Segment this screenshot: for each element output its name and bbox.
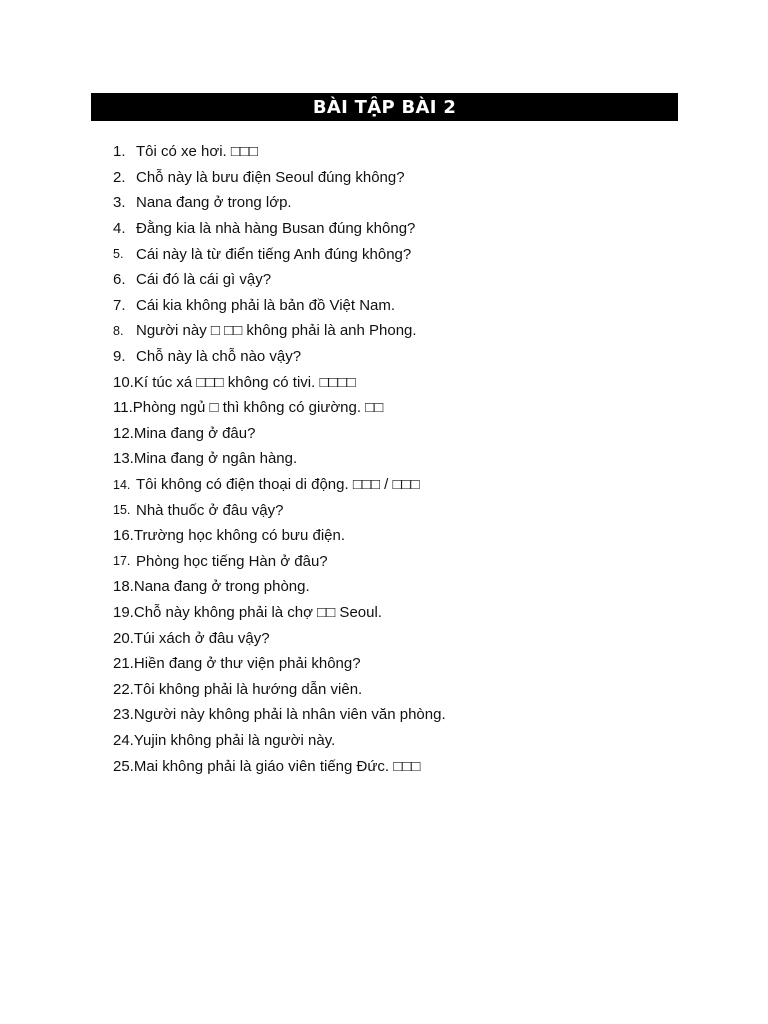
item-text: Cái này là từ điển tiếng Anh đúng không? <box>136 245 412 263</box>
item-number: 10. <box>113 373 134 391</box>
list-item <box>113 190 673 216</box>
list-item <box>113 165 673 191</box>
item-text: Chỗ này là chỗ nào vậy? <box>136 348 302 366</box>
list-item <box>113 369 673 395</box>
list-item <box>113 497 673 523</box>
item-text: Túi xách ở đâu vậy? <box>133 629 270 647</box>
item-number: 25. <box>113 757 134 775</box>
list-item <box>113 676 673 702</box>
item-text: Mina đang ở ngân hàng. <box>133 450 298 468</box>
item-number: 13. <box>113 450 134 468</box>
item-text: Hiền đang ở thư viện phải không? <box>133 655 361 673</box>
item-text: Chỗ này không phải là chợ □□ Seoul. <box>133 603 382 621</box>
list-item <box>113 216 673 242</box>
item-number: 18. <box>113 578 134 596</box>
item-text: Mai không phải là giáo viên tiếng Đức. □□□ <box>133 757 421 775</box>
item-text: Mina đang ở đâu? <box>133 424 256 442</box>
list-item <box>113 318 673 344</box>
item-text: Chỗ này là bưu điện Seoul đúng không? <box>136 168 405 186</box>
item-number: 21. <box>113 655 134 673</box>
list-item <box>113 267 673 293</box>
item-number: 14. <box>113 477 131 492</box>
list-item <box>113 472 673 498</box>
list-item <box>113 523 673 549</box>
list-item <box>113 241 673 267</box>
list-item <box>113 651 673 677</box>
item-number: 6. <box>113 271 126 289</box>
item-number: 1. <box>113 143 126 161</box>
item-number: 2. <box>113 168 126 186</box>
item-number: 16. <box>113 527 134 545</box>
list-item <box>113 293 673 319</box>
item-text: Tôi không có điện thoại di động. □□□ / □□□ <box>136 476 420 494</box>
item-text: Phòng ngủ □ thì không có giường. □□ <box>132 399 384 417</box>
item-number: 5. <box>113 247 124 262</box>
item-number: 7. <box>113 296 126 314</box>
item-text: Cái kia không phải là bản đồ Việt Nam. <box>136 296 396 314</box>
list-item <box>113 625 673 651</box>
item-text: Đằng kia là nhà hàng Busan đúng không? <box>136 220 416 238</box>
exercise-list <box>113 139 673 779</box>
item-number: 8. <box>113 323 124 338</box>
item-text: Yujin không phải là người này. <box>133 731 336 749</box>
item-number: 15. <box>113 503 131 518</box>
item-text: Tôi không phải là hướng dẫn viên. <box>133 680 363 698</box>
item-number: 9. <box>113 348 126 366</box>
list-item <box>113 395 673 421</box>
list-item <box>113 702 673 728</box>
item-text: Trường học không có bưu điện. <box>133 527 346 545</box>
item-number: 22. <box>113 680 134 698</box>
item-text: Nhà thuốc ở đâu vậy? <box>136 501 284 519</box>
list-item <box>113 446 673 472</box>
list-item <box>113 421 673 447</box>
item-text: Người này không phải là nhân viên văn phòng. <box>133 706 446 724</box>
item-number: 24. <box>113 731 134 749</box>
item-text: Người này □ □□ không phải là anh Phong. <box>136 322 417 340</box>
item-text: Nana đang ở trong lớp. <box>136 194 292 212</box>
item-text: Kí túc xá □□□ không có tivi. □□□□ <box>133 373 356 391</box>
item-number: 17. <box>113 554 131 569</box>
item-number: 12. <box>113 424 134 442</box>
item-number: 3. <box>113 194 126 212</box>
item-text: Phòng học tiếng Hàn ở đâu? <box>136 552 328 570</box>
page-title-text: BÀI TẬP BÀI 2 <box>312 96 457 118</box>
list-item <box>113 753 673 779</box>
item-number: 4. <box>113 220 126 238</box>
item-text: Cái đó là cái gì vậy? <box>136 271 272 289</box>
item-number: 23. <box>113 706 134 724</box>
list-item <box>113 574 673 600</box>
item-number: 20. <box>113 629 134 647</box>
item-text: Tôi có xe hơi. □□□ <box>136 143 259 161</box>
list-item <box>113 600 673 626</box>
page-title <box>91 93 678 121</box>
item-number: 11. <box>113 399 133 417</box>
list-item <box>113 344 673 370</box>
list-item <box>113 728 673 754</box>
item-text: Nana đang ở trong phòng. <box>133 578 310 596</box>
list-item <box>113 549 673 575</box>
list-item <box>113 139 673 165</box>
item-number: 19. <box>113 603 134 621</box>
